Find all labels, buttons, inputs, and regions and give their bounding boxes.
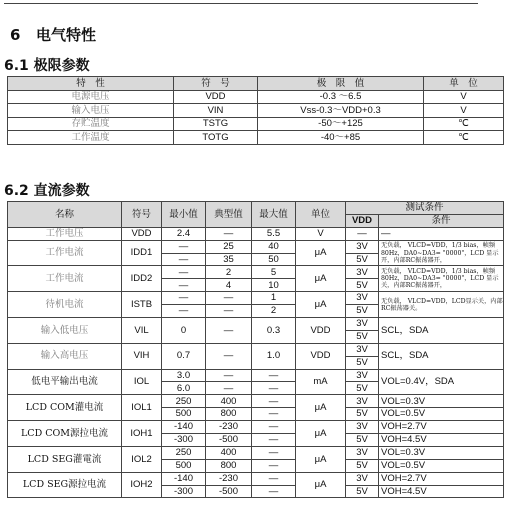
param-max: 40 (252, 240, 296, 253)
table-row (8, 472, 504, 485)
param-unit: μA (296, 446, 346, 472)
param-min: 2.4 (162, 227, 206, 240)
param-typ: 800 (206, 459, 252, 472)
dc-heading: 6.2 直流参数 (4, 183, 90, 199)
param-typ: -230 (206, 472, 252, 485)
param-name: LCD COM源拉电流 (8, 421, 122, 447)
param-unit: ℃ (424, 131, 504, 145)
param-unit: μA (296, 240, 346, 266)
param-min: — (162, 305, 206, 318)
table-row (8, 90, 504, 104)
param-condition: 无负载， VLCD=VDD，1/3 bias，帧频80Hz，DA0~DA3= "0000"，LCD 显示关，内部RC振荡器开， (379, 266, 504, 292)
param-condition: 无负载， VLCD=VDD，1/3 bias，帧频80Hz，DA0~DA3= "0000"，LCD 显示开，内部RC振荡器开， (379, 240, 504, 266)
param-condition: VOH=2.7V (379, 472, 504, 485)
param-condition: VOL=0.5V (379, 408, 504, 421)
param-vdd: 3V (346, 266, 379, 279)
table-row (8, 117, 504, 131)
param-typ: -230 (206, 421, 252, 434)
param-max: 50 (252, 253, 296, 266)
param-typ: -500 (206, 485, 252, 498)
param-unit: VDD (296, 343, 346, 369)
param-vdd: — (346, 227, 379, 240)
param-typ: — (206, 227, 252, 240)
param-max: 2 (252, 305, 296, 318)
param-min: — (162, 253, 206, 266)
param-condition: VOL=0.3V (379, 446, 504, 459)
param-typ: 400 (206, 395, 252, 408)
param-symbol: IDD2 (122, 266, 162, 292)
header-max: 最大值 (252, 202, 296, 228)
param-max: — (252, 369, 296, 382)
param-symbol: IDD1 (122, 240, 162, 266)
param-max: 5 (252, 266, 296, 279)
table-row (8, 369, 504, 382)
param-min: 500 (162, 408, 206, 421)
param-vdd: 5V (346, 330, 379, 343)
param-max: — (252, 434, 296, 447)
param-vdd: 5V (346, 253, 379, 266)
table-row (8, 227, 504, 240)
header-symbol: 符 号 (174, 77, 258, 91)
param-condition: VOL=0.5V (379, 459, 504, 472)
table-row (8, 446, 504, 459)
param-typ: — (206, 343, 252, 369)
table-row (8, 104, 504, 118)
param-typ: — (206, 292, 252, 305)
header-test-conditions: 测试条件 (346, 202, 504, 215)
param-vdd: 3V (346, 421, 379, 434)
param-symbol: VIN (174, 104, 258, 118)
param-symbol: IOL (122, 369, 162, 395)
param-vdd: 3V (346, 395, 379, 408)
param-name: 输入电压 (8, 104, 174, 118)
param-min: — (162, 279, 206, 292)
header-name: 名称 (8, 202, 122, 228)
param-max: 0.3 (252, 318, 296, 344)
param-typ: 400 (206, 446, 252, 459)
param-unit: V (424, 104, 504, 118)
param-name: 输入高电压 (8, 343, 122, 369)
limits-heading: 6.1 极限参数 (4, 58, 90, 74)
param-vdd: 5V (346, 305, 379, 318)
dc-parameters-table (7, 201, 504, 498)
param-vdd: 3V (346, 240, 379, 253)
param-condition: SCL，SDA (379, 343, 504, 369)
section-number: 6 (10, 26, 21, 44)
param-vdd: 5V (346, 485, 379, 498)
param-unit: μA (296, 292, 346, 318)
header-characteristic: 特 性 (8, 77, 174, 91)
param-condition: — (379, 227, 504, 240)
param-min: 6.0 (162, 382, 206, 395)
param-vdd: 5V (346, 408, 379, 421)
param-symbol: IOH2 (122, 472, 162, 498)
param-max: — (252, 408, 296, 421)
header-unit: 单 位 (424, 77, 504, 91)
param-unit: mA (296, 369, 346, 395)
param-typ: -500 (206, 434, 252, 447)
param-vdd: 5V (346, 279, 379, 292)
param-symbol: IOL2 (122, 446, 162, 472)
param-min: 3.0 (162, 369, 206, 382)
param-symbol: ISTB (122, 292, 162, 318)
header-symbol: 符号 (122, 202, 162, 228)
param-condition: SCL，SDA (379, 318, 504, 344)
param-vdd: 3V (346, 369, 379, 382)
param-max: — (252, 485, 296, 498)
param-unit: VDD (296, 318, 346, 344)
param-name: 工作温度 (8, 131, 174, 145)
table-row (8, 343, 504, 356)
param-name: 待机电流 (8, 292, 122, 318)
param-max: 10 (252, 279, 296, 292)
param-unit: V (296, 227, 346, 240)
param-condition: VOL=0.3V (379, 395, 504, 408)
param-unit: μA (296, 421, 346, 447)
param-vdd: 5V (346, 459, 379, 472)
param-name: LCD SEG灌電流 (8, 446, 122, 472)
absolute-max-ratings-table (7, 76, 504, 145)
param-typ: 35 (206, 253, 252, 266)
param-typ: 25 (206, 240, 252, 253)
table-row (8, 318, 504, 331)
param-symbol: VDD (122, 227, 162, 240)
param-condition: VOH=4.5V (379, 485, 504, 498)
param-min: — (162, 266, 206, 279)
param-name: 存贮温度 (8, 117, 174, 131)
table-row (8, 395, 504, 408)
table-row (8, 131, 504, 145)
header-unit: 单位 (296, 202, 346, 228)
param-condition: 无负载， VLCD=VDD，LCD显示关，内部RC振荡器关。 (379, 292, 504, 318)
table-row (8, 266, 504, 279)
param-name: 低电平输出电流 (8, 369, 122, 395)
param-symbol: VDD (174, 90, 258, 104)
param-unit: ℃ (424, 117, 504, 131)
param-typ: — (206, 305, 252, 318)
section-title: 电气特性 (36, 26, 97, 44)
table-row (8, 421, 504, 434)
param-typ: — (206, 382, 252, 395)
param-value: Vss-0.3～VDD+0.3 (258, 104, 424, 118)
table-row (8, 292, 504, 305)
param-symbol: VIL (122, 318, 162, 344)
param-min: — (162, 240, 206, 253)
param-max: — (252, 421, 296, 434)
param-min: -300 (162, 434, 206, 447)
param-max: — (252, 459, 296, 472)
param-unit: μA (296, 395, 346, 421)
param-symbol: IOL1 (122, 395, 162, 421)
param-vdd: 3V (346, 343, 379, 356)
param-vdd: 5V (346, 382, 379, 395)
param-value: -40～+85 (258, 131, 424, 145)
param-min: -300 (162, 485, 206, 498)
param-value: -50～+125 (258, 117, 424, 131)
param-vdd: 3V (346, 292, 379, 305)
param-vdd: 5V (346, 356, 379, 369)
param-value: -0.3 ～6.5 (258, 90, 424, 104)
param-name: 电源电压 (8, 90, 174, 104)
param-name: 输入低电压 (8, 318, 122, 344)
param-vdd: 3V (346, 318, 379, 331)
param-max: 1 (252, 292, 296, 305)
header-typ: 典型值 (206, 202, 252, 228)
param-max: — (252, 382, 296, 395)
param-unit: μA (296, 266, 346, 292)
param-min: 0 (162, 318, 206, 344)
param-max: 1.0 (252, 343, 296, 369)
param-typ: 4 (206, 279, 252, 292)
header-limit: 极 限 值 (258, 77, 424, 91)
header-min: 最小值 (162, 202, 206, 228)
param-min: 250 (162, 395, 206, 408)
param-unit: μA (296, 472, 346, 498)
param-max: — (252, 472, 296, 485)
param-symbol: TSTG (174, 117, 258, 131)
param-typ: — (206, 318, 252, 344)
param-max: — (252, 446, 296, 459)
section-heading (10, 24, 96, 45)
param-typ: — (206, 369, 252, 382)
param-min: -140 (162, 472, 206, 485)
param-max: — (252, 395, 296, 408)
table-row (8, 240, 504, 253)
param-min: -140 (162, 421, 206, 434)
param-condition: VOL=0.4V，SDA (379, 369, 504, 395)
top-rule (4, 3, 478, 4)
param-vdd: 3V (346, 446, 379, 459)
param-typ: 2 (206, 266, 252, 279)
param-name: 工作电流 (8, 240, 122, 266)
param-symbol: VIH (122, 343, 162, 369)
param-name: 工作电流 (8, 266, 122, 292)
param-name: LCD SEG源拉电流 (8, 472, 122, 498)
param-min: 0.7 (162, 343, 206, 369)
param-min: — (162, 292, 206, 305)
param-typ: 800 (206, 408, 252, 421)
param-min: 500 (162, 459, 206, 472)
header-condition: 条件 (379, 214, 504, 227)
param-vdd: 3V (346, 472, 379, 485)
param-condition: VOH=4.5V (379, 434, 504, 447)
param-unit: V (424, 90, 504, 104)
param-min: 250 (162, 446, 206, 459)
header-vdd: VDD (346, 214, 379, 227)
param-name: LCD COM灌电流 (8, 395, 122, 421)
param-max: 5.5 (252, 227, 296, 240)
param-vdd: 5V (346, 434, 379, 447)
param-name: 工作电压 (8, 227, 122, 240)
param-condition: VOH=2.7V (379, 421, 504, 434)
param-symbol: TOTG (174, 131, 258, 145)
param-symbol: IOH1 (122, 421, 162, 447)
